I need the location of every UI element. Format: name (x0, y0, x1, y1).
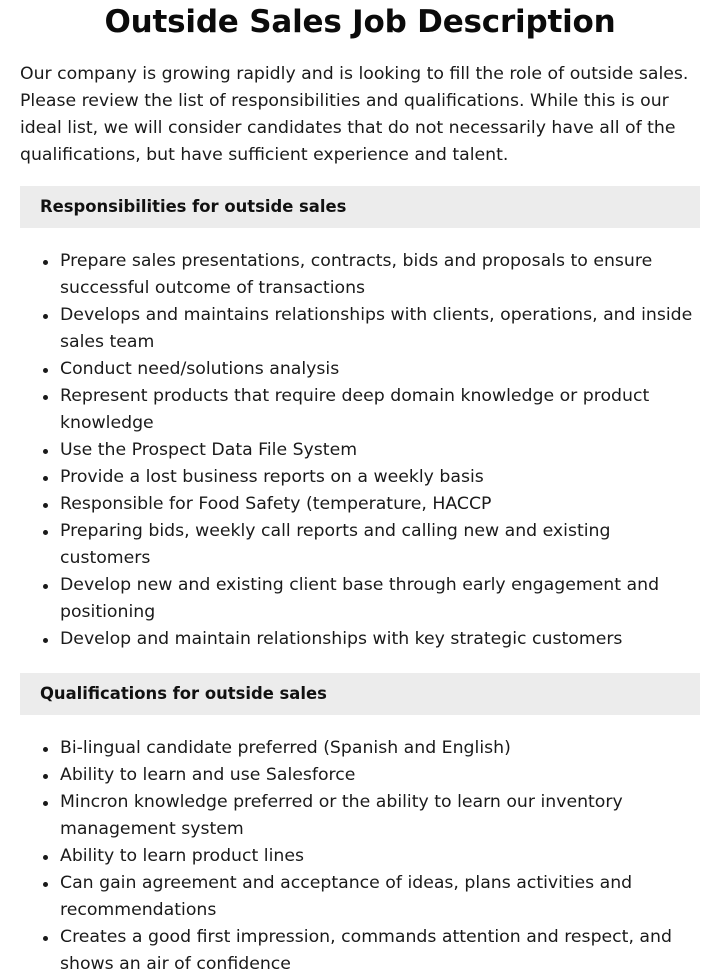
list-item: Mincron knowledge preferred or the ability to learn our inventory management system (60, 789, 700, 843)
responsibilities-list (20, 248, 700, 653)
list-item: Ability to learn product lines (60, 843, 700, 870)
qualifications-heading: Qualifications for outside sales (20, 673, 700, 715)
list-item: Develop new and existing client base through early engagement and positioning (60, 572, 700, 626)
list-item: Use the Prospect Data File System (60, 437, 700, 464)
list-item: Can gain agreement and acceptance of ideas, plans activities and recommendations (60, 870, 700, 924)
list-item: Prepare sales presentations, contracts, bids and proposals to ensure successful outcome of transactions (60, 248, 700, 302)
list-item: Ability to learn and use Salesforce (60, 762, 700, 789)
list-item: Creates a good first impression, commands attention and respect, and shows an air of confidence (60, 924, 700, 978)
page-title: Outside Sales Job Description (104, 4, 616, 40)
list-item: Develops and maintains relationships with clients, operations, and inside sales team (60, 302, 700, 356)
list-item: Conduct need/solutions analysis (60, 356, 700, 383)
intro-paragraph: Our company is growing rapidly and is looking to fill the role of outside sales. Please review the list of responsibilities and qualifications. While this is our ideal list, we will consider candidates that do not necessarily have all of the qualifications, but have sufficient experience and talent. (20, 64, 689, 165)
list-item: Provide a lost business reports on a weekly basis (60, 464, 700, 491)
list-item: Bi-lingual candidate preferred (Spanish and English) (60, 735, 700, 762)
qualifications-list (20, 735, 700, 978)
list-item: Develop and maintain relationships with key strategic customers (60, 626, 700, 653)
list-item: Responsible for Food Safety (temperature, HACCP (60, 491, 700, 518)
list-item: Preparing bids, weekly call reports and calling new and existing customers (60, 518, 700, 572)
list-item: Represent products that require deep domain knowledge or product knowledge (60, 383, 700, 437)
responsibilities-heading: Responsibilities for outside sales (20, 186, 700, 228)
